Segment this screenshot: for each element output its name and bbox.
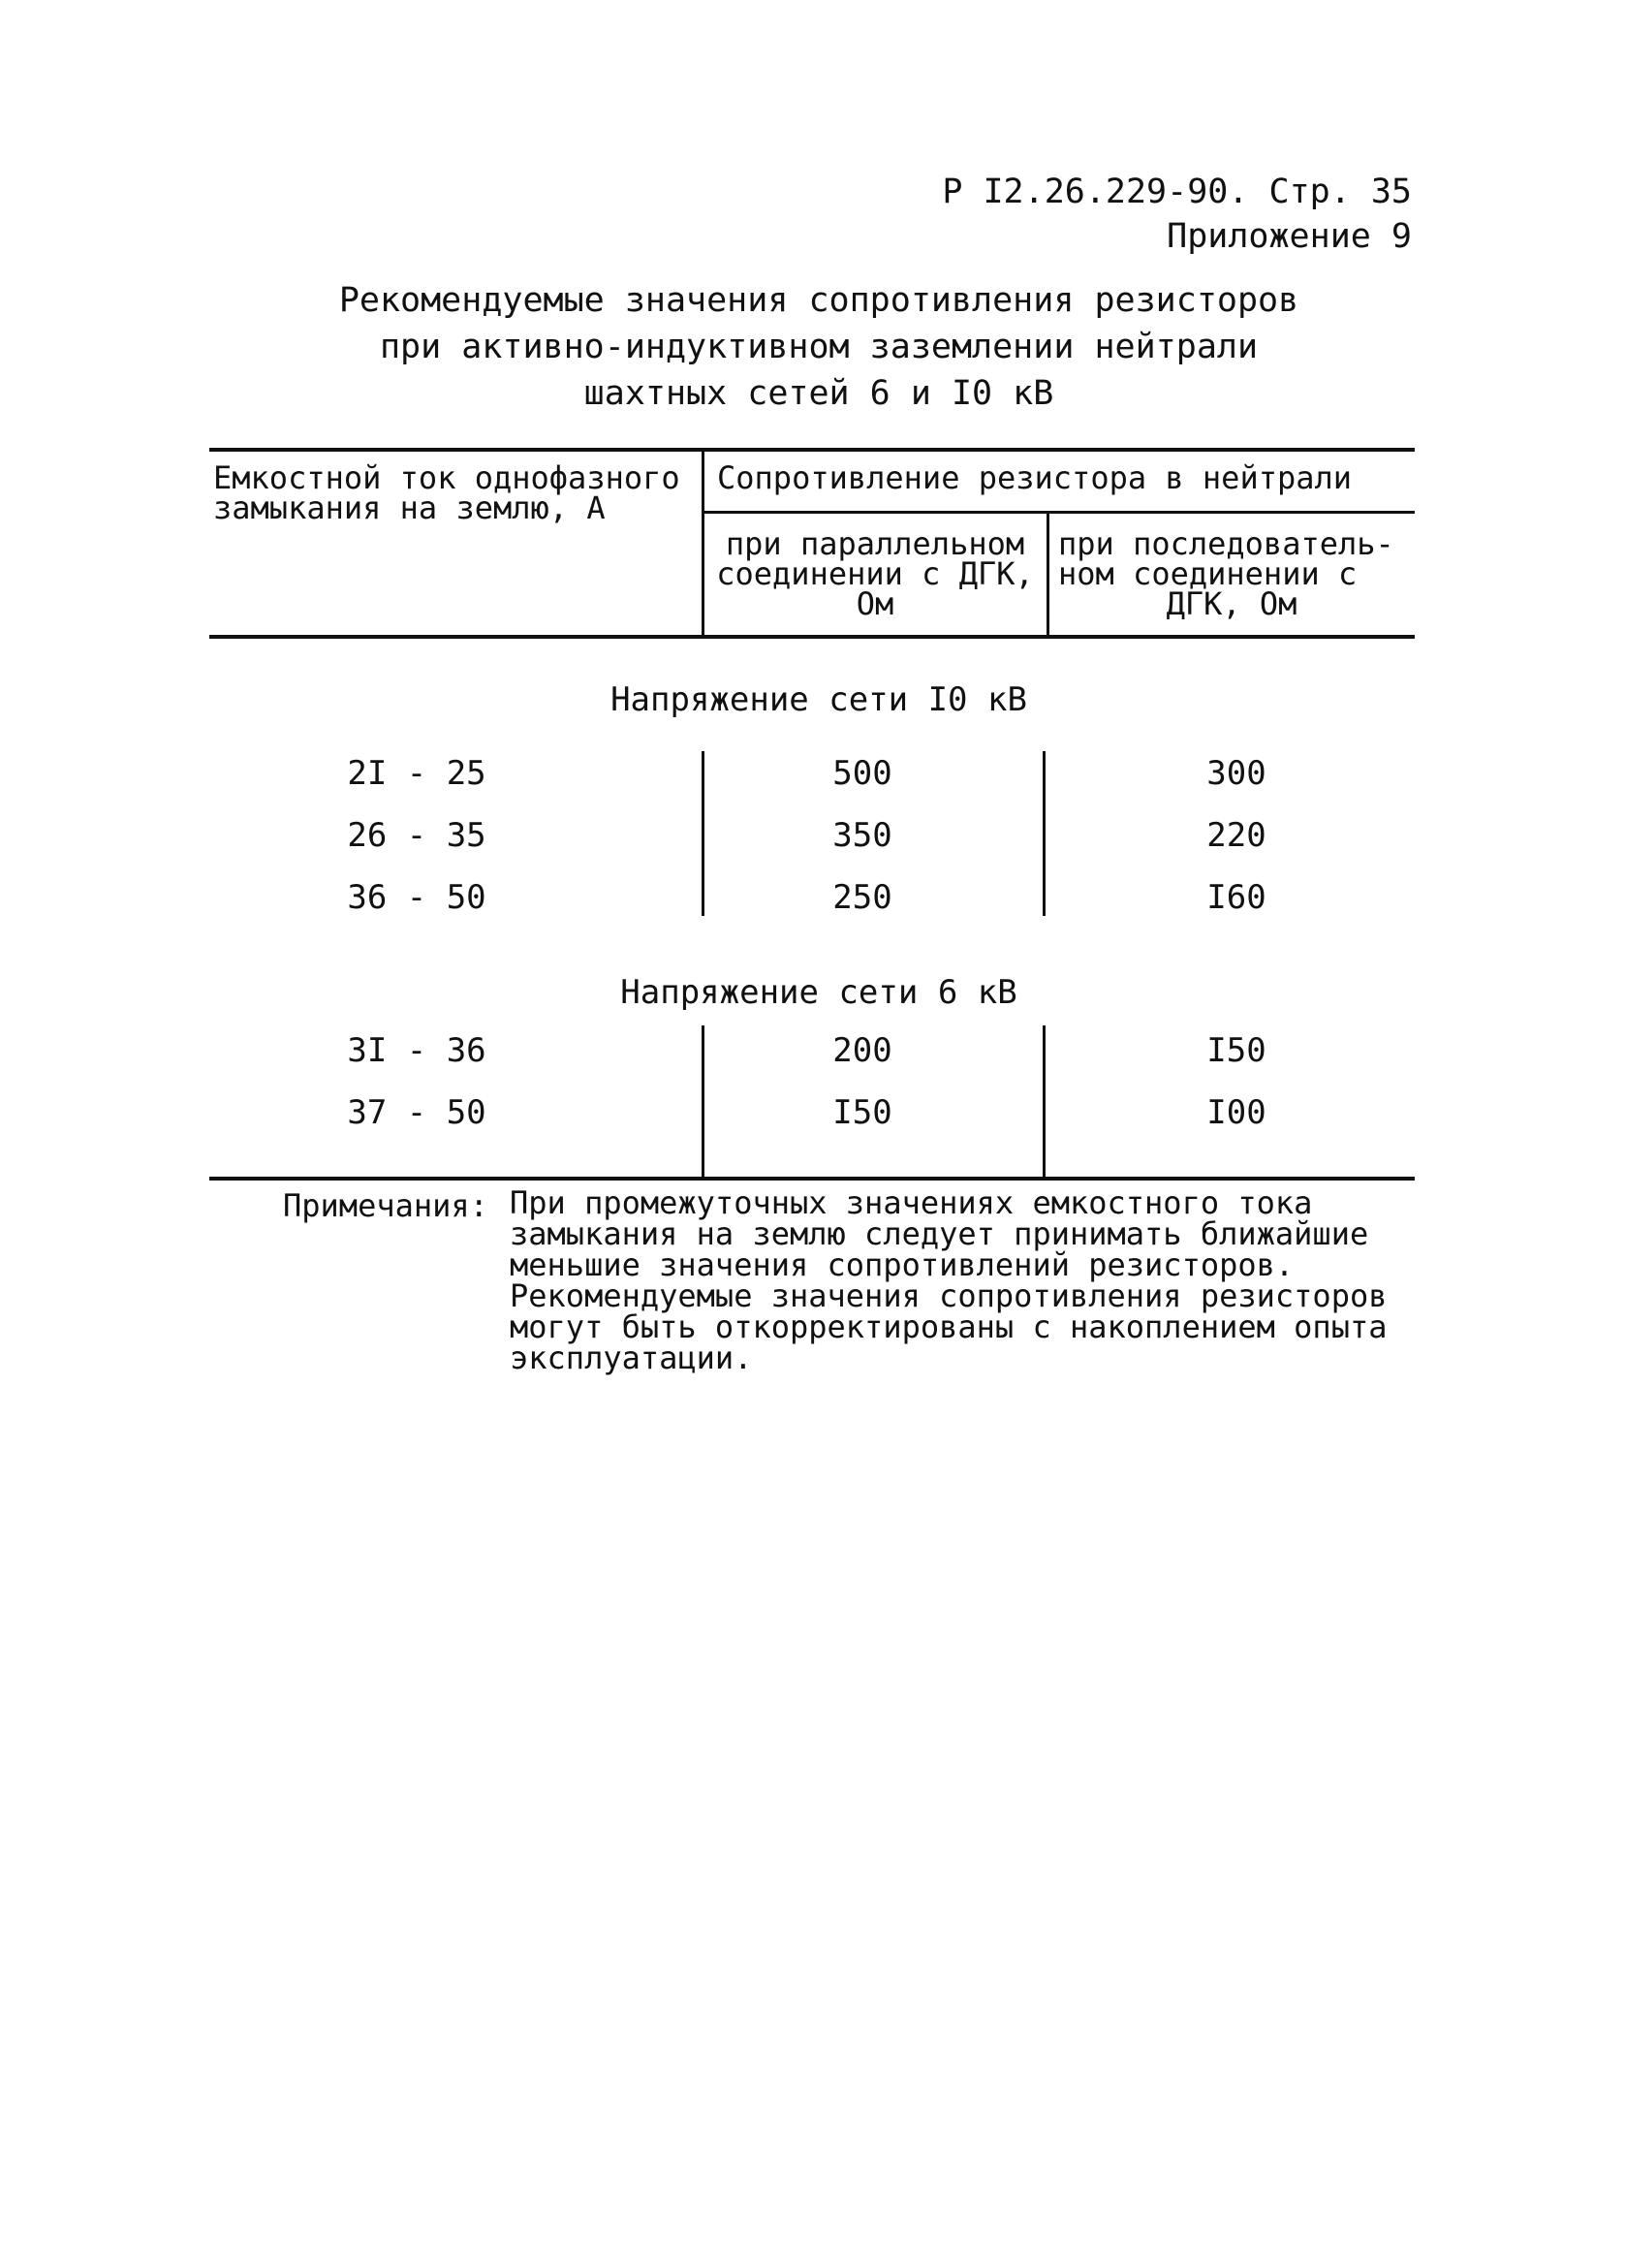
table-row-cell-range: 3I - 36 xyxy=(347,1031,486,1070)
table-row-cell-parallel: 250 xyxy=(832,878,892,917)
appendix-label: Приложение 9 xyxy=(1167,217,1412,256)
table-row-cell-series: I60 xyxy=(1206,878,1266,917)
col1-header-line-2: замыкания на землю, А xyxy=(213,489,606,526)
col3-header-line-2: ном соединении с xyxy=(1058,555,1358,592)
col2-header-line-2: соединении с ДГК, xyxy=(716,555,1034,592)
group-header: Сопротивление резистора в нейтрали xyxy=(717,459,1353,496)
notes-line: эксплуатации. xyxy=(510,1339,753,1376)
notes-body xyxy=(510,1184,1401,1376)
table-bottom-rule xyxy=(209,1177,1415,1181)
table-row-cell-range: 37 - 50 xyxy=(347,1093,486,1132)
table-row-cell-series: I50 xyxy=(1206,1031,1266,1070)
table-row-cell-series: I00 xyxy=(1206,1093,1266,1132)
document-reference: Р I2.26.229-90. Стр. 35 xyxy=(942,173,1412,211)
title-line-2: при активно-индуктивном заземлении нейтрали xyxy=(379,328,1259,366)
notes-line: При промежуточных значениях емкостного тока xyxy=(510,1184,1313,1221)
table-row-cell-parallel: 200 xyxy=(832,1031,892,1070)
notes-line: Рекомендуемые значения сопротивления резисторов xyxy=(510,1277,1388,1314)
notes-line: меньшие значения сопротивлений резисторов. xyxy=(510,1246,1295,1283)
section2-col-divider-1 xyxy=(702,1025,704,1179)
table-row-cell-range: 26 - 35 xyxy=(347,816,486,855)
table-row-cell-parallel: I50 xyxy=(832,1093,892,1132)
table-top-rule xyxy=(209,448,1415,452)
col3-header-line-1: при последователь- xyxy=(1058,525,1394,562)
header-bottom-rule xyxy=(209,635,1415,639)
col1-header-line-1: Емкостной ток однофазного xyxy=(213,459,680,496)
section-title-6kv: Напряжение сети 6 кВ xyxy=(620,973,1017,1012)
table-row-cell-parallel: 500 xyxy=(832,754,892,793)
table-row-cell-series: 220 xyxy=(1206,816,1266,855)
col2-header-line-3: Ом xyxy=(856,585,894,622)
table-row-cell-range: 2I - 25 xyxy=(347,754,486,793)
table-row-cell-parallel: 350 xyxy=(832,816,892,855)
group-header-rule xyxy=(703,511,1415,514)
notes-label: Примечания: xyxy=(283,1187,488,1224)
section1-col-divider-1 xyxy=(702,751,704,916)
col3-header-line-3: ДГК, Ом xyxy=(1166,585,1297,622)
title-line-1: Рекомендуемые значения сопротивления резисторов xyxy=(338,281,1299,320)
table-row-cell-series: 300 xyxy=(1206,754,1266,793)
section1-col-divider-2 xyxy=(1043,751,1046,916)
col2-header-line-1: при параллельном xyxy=(725,525,1025,562)
section-title-10kv: Напряжение сети I0 кВ xyxy=(610,680,1027,719)
notes-line: могут быть откорректированы с накоплением опыта xyxy=(510,1308,1388,1345)
table-row-cell-range: 36 - 50 xyxy=(347,878,486,917)
notes-line: замыкания на землю следует принимать ближайшие xyxy=(510,1215,1369,1252)
section2-col-divider-2 xyxy=(1043,1025,1046,1179)
title-line-3: шахтных сетей 6 и I0 кВ xyxy=(583,374,1054,413)
